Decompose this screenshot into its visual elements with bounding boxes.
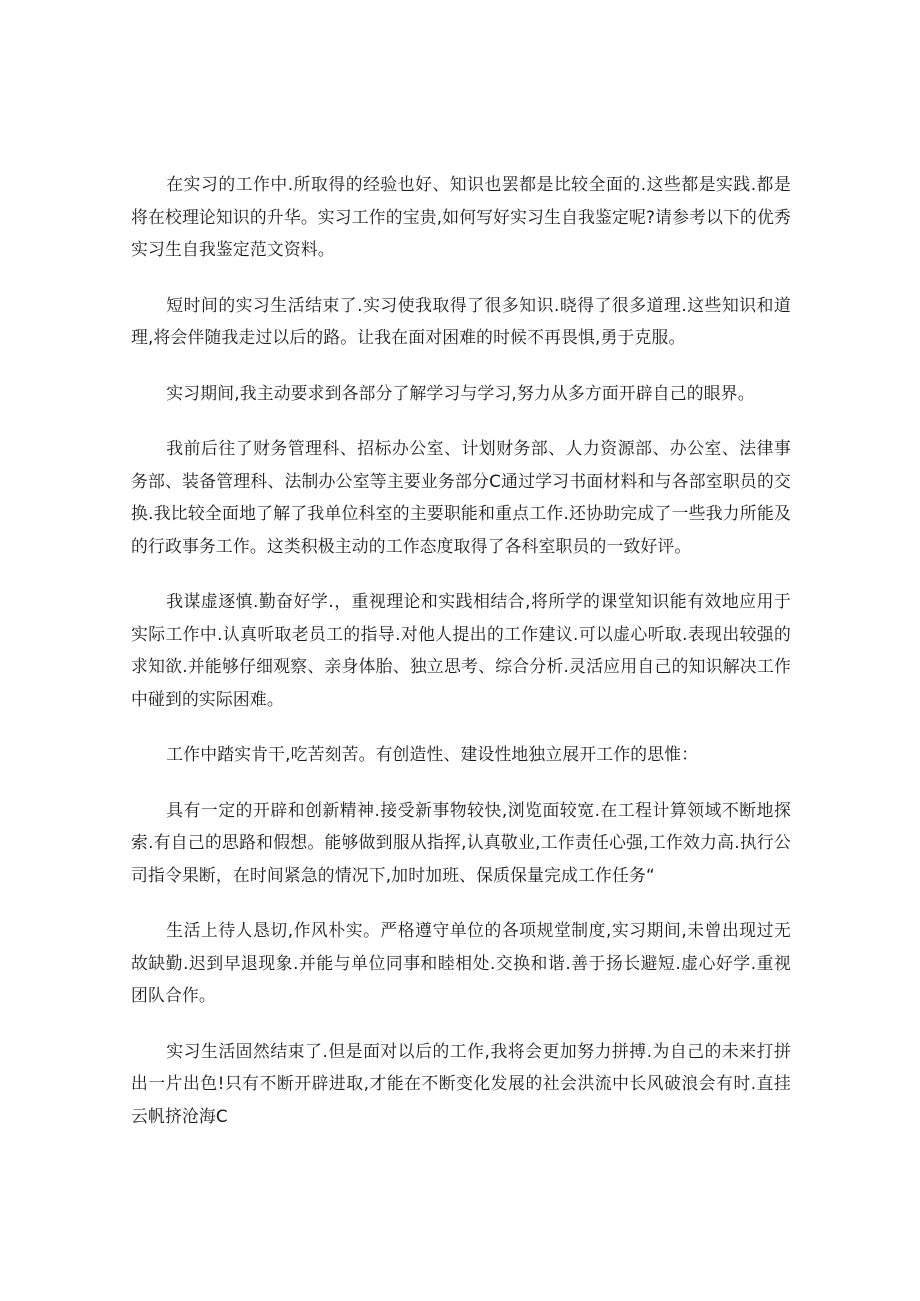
paragraph-8: 生活上待人恳切,作风朴实。严格遵守单位的各项规堂制度,实习期间,未曾出现过无故缺勤.迟到早退现象.并能与单位同事和睦相处.交换和谐.善于扬长避短.虚心好学.重视团队合作。 [131, 920, 791, 1005]
paragraph-2: 短时间的实习生活结束了.实习使我取得了很多知识.晓得了很多道理.这些知识和道理,将会伴随我走过以后的路。让我在面对困难的时候不再畏惧,勇于克服。 [131, 294, 791, 347]
paragraph-9: 实习生活固然结束了.但是面对以后的工作,我将会更加努力拼搏.为自己的未来打拼出一片出色!只有不断开辟进取,才能在不断变化发展的社会洪流中长风破浪会有时.直挂云帆挤沧海C [131, 1040, 791, 1126]
paragraph-1: 在实习的工作中.所取得的经验也好、知识也罢都是比较全面的.这些都是实践.都是将在校理论知识的升华。实习工作的宝贵,如何写好实习生自我鉴定呢?请参考以下的优秀实习生自我鉴定范文资料。 [131, 174, 791, 259]
paragraph-6: 工作中踏实肯干,吃苦刻苦。有创造性、建设性地独立展开工作的思惟： [166, 744, 699, 764]
document-body [131, 168, 791, 1155]
paragraph-4: 我前后往了财务管理科、招标办公室、计划财务部、人力资源部、办公室、法律事务部、装备管理科、法制办公室等主要业务部分C通过学习书面材料和与各部室职员的交换.我比较全面地了解了我单位科室的主要职能和重点工作.还协助完成了一些我力所能及的行政事务工作。这类积极主动的工作态度取得了各科室职员的一致好评。 [131, 438, 791, 556]
paragraph-5: 我谋虚逐慎.勤奋好学.，重视理论和实践相结合,将所学的课堂知识能有效地应用于实际工作中.认真听取老员工的指导.对他人提出的工作建议.可以虚心听取.表现出较强的求知欲.并能够仔细观察、亲身体胎、独立思考、综合分析.灵活应用自己的知识解决工作中碰到的实际困难。 [131, 591, 791, 709]
paragraph-3: 实习期间,我主动要求到各部分了解学习与学习,努力从多方面开辟自己的眼界。 [166, 382, 755, 403]
paragraph-7: 具有一定的开辟和创新精神.接受新事物较快,浏览面较宽.在工程计算领域不断地探索.有自己的思路和假想。能够做到服从指挥,认真敬业,工作责任心强,工作效力高.执行公司指令果断，在时间紧急的情况下,加时加班、保质保量完成工作任务“ [131, 799, 791, 885]
